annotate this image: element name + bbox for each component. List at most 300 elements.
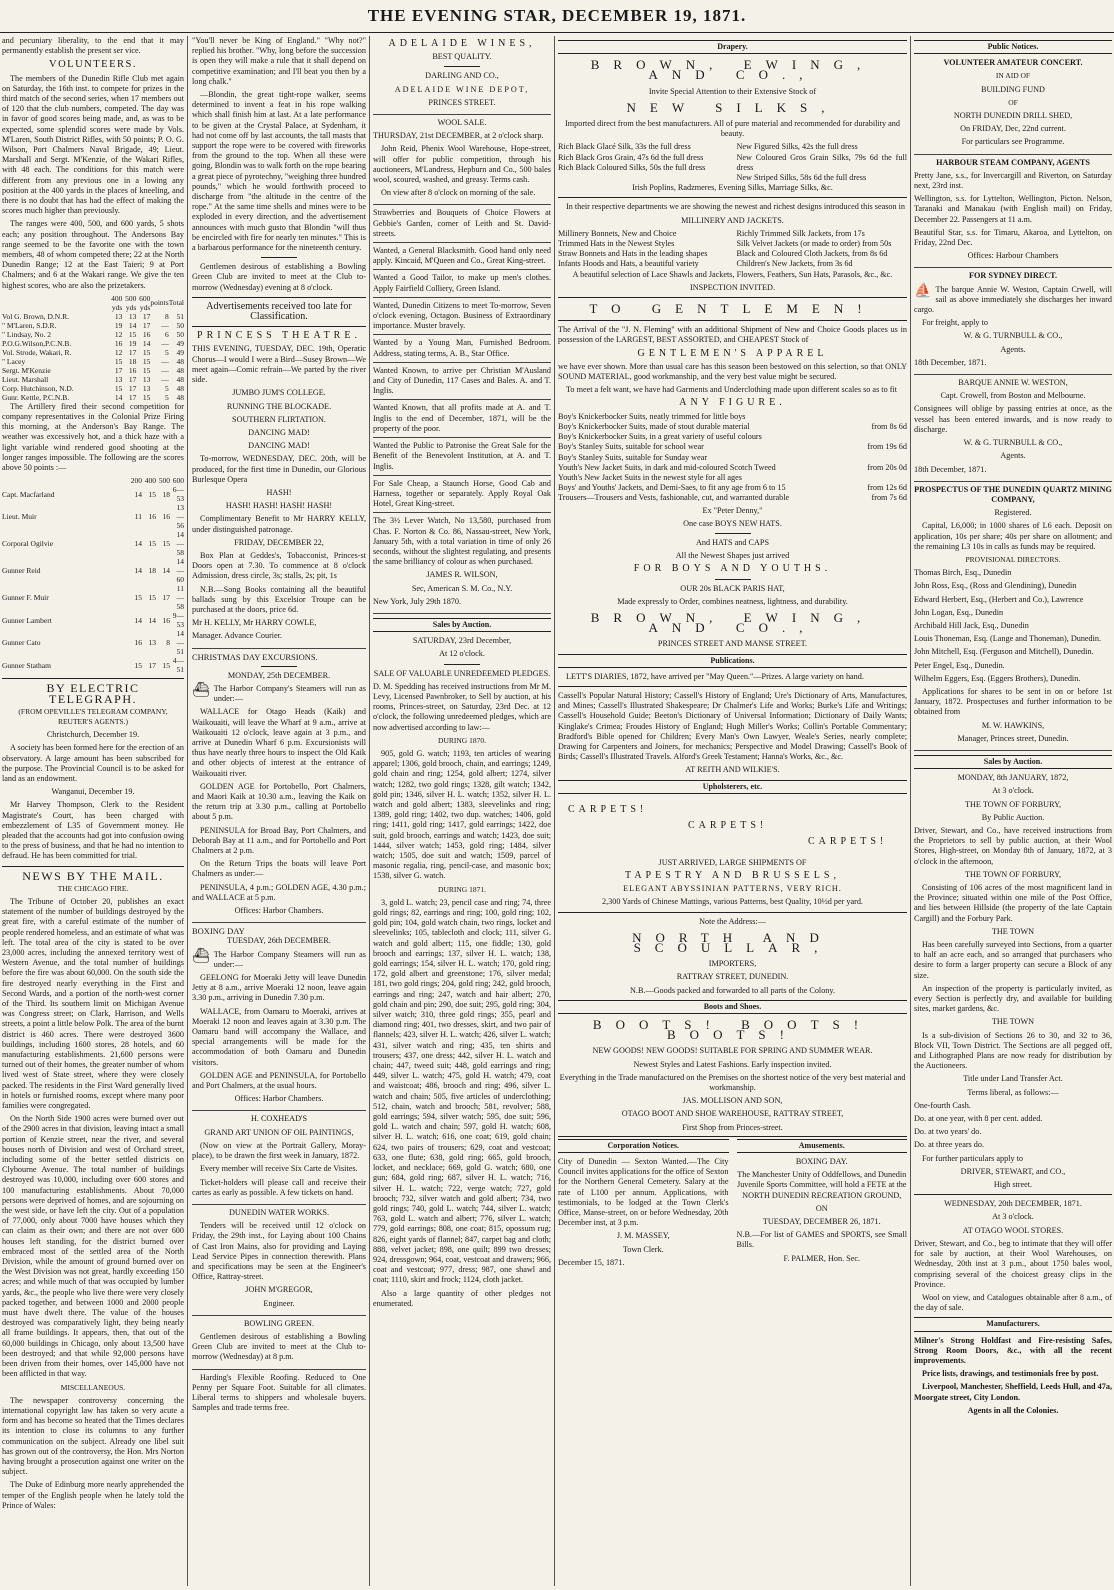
ad-text: To meet a felt want, we have had Garments and Underclothing made upon different scales so as to fit <box>566 385 897 395</box>
list-item: Thomas Birch, Esq., Dunedin <box>914 568 1012 578</box>
apparel-heading: GENTLEMEN'S APPAREL <box>637 347 828 359</box>
table-header-cell: 600 yds <box>139 293 151 312</box>
table-cell: 16 <box>162 615 170 625</box>
divider <box>558 297 907 298</box>
suit-price: from 19s 6d <box>867 442 907 452</box>
table-cell: Gunner Statham <box>2 660 51 670</box>
table-cell: 6—53 <box>172 485 184 504</box>
harbour-steam-advert <box>914 158 1112 269</box>
ad-signature: Sec, American S. M. Co., N.Y. <box>411 583 513 593</box>
list-item: Trimmed Hats in the Newest Styles <box>558 239 675 249</box>
ad-heading: CHRISTMAS DAY EXCURSIONS. <box>192 651 318 662</box>
ad-text: Driver, Stewart, and Co., beg to intimate that they will offer for sale by auction, at their Wool Warehouses, on Wednesday, 20th inst at 3 p.m., about 1750 bales wool, comprising several of the choicest greasy clips in the Province. <box>914 1238 1112 1289</box>
suit-item: Youth's New Jacket Suits in the newest style for all ages <box>558 472 742 482</box>
table-cell: 18 <box>128 356 137 366</box>
ad-text: On view after 8 o'clock on morning of the sale. <box>381 188 536 198</box>
table-cell: 16 <box>134 638 142 648</box>
table-cell: 14 <box>134 566 142 576</box>
table-cell: 12 <box>114 347 123 357</box>
telegraph-heading: BY ELECTRIC TELEGRAPH. <box>46 681 140 706</box>
ad-text: IMPORTERS, <box>708 959 757 969</box>
table-row <box>2 357 184 366</box>
table-cell: 11—58 <box>176 584 184 612</box>
ad-text: Liverpool, Manchester, Sheffield, Leeds Hull, and 47a, Moorgate street, City London. <box>914 1382 1112 1402</box>
table-row <box>2 330 184 339</box>
suit-item: Boy's Knickerbocker Suits, made of stout durable material <box>558 421 750 431</box>
table-cell: 15 <box>142 347 151 357</box>
ad-item: DANCING MAD! <box>248 427 310 437</box>
column-rule <box>369 36 370 1586</box>
ad-text: PRINCES STREET. <box>428 97 496 107</box>
ad-signature: JAMES R. WILSON, <box>426 570 498 580</box>
ad-date: TUESDAY, 26th DECEMBER. <box>227 936 331 946</box>
ad-text: The barque Annie W. Weston, Captain Crwell, will sail as above immediately she discharges her inward cargo. <box>914 284 1112 315</box>
list-item: John Logan, Esq., Dunedin <box>914 607 1004 617</box>
section-header: Corporation Notices. <box>558 1139 729 1153</box>
table-cell: 19 <box>114 320 123 330</box>
ad-subheading: Registered. <box>994 508 1032 518</box>
table-cell: 13 <box>142 383 151 393</box>
ad-text: An inspection of the property is particularly invited, as every Section is perfectly dry, and available for building sites, market gardens, &c. <box>914 983 1112 1014</box>
ad-signature: Manager. Advance Courier. <box>192 631 283 641</box>
section-header: Boots and Shoes. <box>558 1000 907 1014</box>
ad-date: New York, July 29th 1870. <box>373 596 462 606</box>
score-rows <box>2 312 184 402</box>
list-item: Infants Hoods and Hats, a beautiful variety <box>558 259 699 269</box>
section-header: Manufacturers. <box>914 1317 1112 1331</box>
table-cell: Corp. Hutchinson, N.D. <box>2 383 74 393</box>
ad-text: Box Plan at Geddes's, Tobacconist, Princes-st Doors open at 7.30. To commence at 8 o'clock Admission, dress circle, 3s; stalls, 2s; pit, 1s <box>192 550 366 581</box>
table-cell: 51 <box>176 311 184 321</box>
ad-heading: BARQUE ANNIE W. WESTON, <box>958 378 1068 388</box>
table-cell: 12 <box>114 329 123 339</box>
column-1 <box>2 36 184 1586</box>
ad-date: 18th December, 1871. <box>914 357 987 367</box>
masthead: THE EVENING STAR, DECEMBER 19, 1871. <box>367 6 747 25</box>
ad-subheading: MILLINERY AND JACKETS. <box>681 215 784 225</box>
list-item: Millinery Bonnets, New and Choice <box>558 228 677 238</box>
column-rule <box>187 36 188 1586</box>
suit-item: Trousers—Trousers and Vests, fashionable, cut, and warranted durable <box>558 493 790 503</box>
table-cell: 13 <box>114 311 123 321</box>
table-header-cell: points <box>150 298 169 308</box>
table-row <box>2 584 184 611</box>
ad-text: 3, gold L. watch; 23, pencil case and ring; 74, three gold rings; 82, earrings and ring; 100, gold ring; 102, gold pin; 104, gold watch chain, two rings, locket and sleevelinks; 105, tablecloth and clock; 111, silver G. watch and gold albert; 115, one fiddle; 130, gold brooch and earrings; 137, silver H. L. watch; 138, gold earrings; 154, silver H. L. watch; 170, gold ring; 172, gold albert and greenstone; 176, silver medal; 181, two gold rings; 204, gold ring; 242, gold brooch, earrings and ring; 247, watch and hair albert; 270, gold chain and pin; 290, doe suit; 295, gold ring; 304, silver watch; 310, three gold rings; 355, pearl and diamond ring; 401, two dresses, skirt, and two pair of flannels; 423, silver H. L. watch; 426, silver L. watch; 431, silver watch and ring; 435, ten shirts and trousers; 437, one dress; 442, silver H. L. watch and chain; 447, tweed suit; 448, gold earrings and ring; 449, silver L. watch; 475, gold H. watch; 479, coat and waistcoat; 486, brooch and ring; 496, silver L. watch and chain; 505, five articles of underclothing; 512, chain, watch and brooch; 581, revolver; 588, gold earrings; 594, silver watch; 595, doe suit; 596, gold L. watch and chain; 597, gold H. watch; 608, silver H. L. watch; 616, one coat; 619, gold chain; 624, two pairs of trousers; 629, coat and vestcoat; 633, one flute; 638, gold ring; 665, gold brooch, locket, and necklace; 669, gold G. watch; 680, one gun; 684, gold ring; 687, silver H. L. watch; 716, silver H. L. watch; 722, verge watch; 727, gold brooch; 732, silver watch and gold albert; 734, two gold rings; 740, gold L. watch; 744, silver L. watch; 763, gold L. watch and albert; 776, silver L. watch; 779, gold earrings; 808, one coat; 815, opossum rug; 826, eight yards of flannel; 847, carpet bag and cloth; 888, velvet jacket; 898, one quilt; 899 two dresses; 924, dressgown; 964, coat, vestcoat and drawers; 966, coat and vestcoat; 977, dress; 987, one shawl and coat; 1110, skirt and frock; 1124, cloth jacket. <box>373 897 551 1285</box>
table-cell: Lieut. Muir <box>2 512 37 522</box>
table-header-row <box>2 476 184 485</box>
article-paragraph: Mr Harvey Thompson, Clerk to the Resident Magistrate's Court, has been charged with embezzlement of L35 of Government money. He pleaded that the accounts had got into confusion owing to the press of business, and that he had no intention to defraud. He has been committed for trial. <box>2 800 184 861</box>
table-cell: Gunner Lambert <box>2 615 52 625</box>
table-cell: — <box>161 365 169 375</box>
list-item: Peter Engel, Esq., Dunedin. <box>914 660 1005 670</box>
list-item: Edward Herbert, Esq., (Herbert and Co.), Lawrence <box>914 594 1084 604</box>
list-item: Wilhelm Eggers, Esq. (Eggers Brothers), Dunedin. <box>914 673 1081 683</box>
ad-text: IN AID OF <box>995 71 1031 81</box>
suit-item: Youth's New Jacket Suits, in dark and mid-coloured Scotch Tweed <box>558 462 776 472</box>
article-paragraph: A society has been formed here for the erection of an observatory. A large amount has been subscribed for the purpose. The Provincial Council is to be asked for land as an endowment. <box>2 743 184 783</box>
table-cell: 5 <box>164 392 169 402</box>
terms-list <box>914 1101 1112 1151</box>
ad-heading: HARBOUR STEAM COMPANY, AGENTS <box>936 157 1090 167</box>
column-4 <box>558 36 907 1586</box>
ad-text: BUILDING FUND <box>981 84 1045 94</box>
table-cell: 14 <box>134 615 142 625</box>
silks-price-list <box>558 142 907 183</box>
ad-signature: Agents. <box>1000 344 1026 354</box>
table-cell: 17 <box>128 347 137 357</box>
table-cell: 11 <box>134 512 142 522</box>
north-scoullar-heading: NORTH AND SCOULLAR, <box>632 929 833 955</box>
ad-subheading: DURING 1870. <box>438 735 486 745</box>
ad-text: Note the Address:— <box>699 916 766 926</box>
ad-text: Irish Poplins, Radzmeres, Evening Silks, Marriage Silks, &c. <box>632 183 833 193</box>
table-cell: 15 <box>114 356 123 366</box>
ad-text: Ticket-holders will please call and receive their cartes as early as possible. A few tickets on hand. <box>192 1177 366 1197</box>
ad-text: Terms liberal, as follows:— <box>967 1087 1059 1097</box>
list-item: Do. at two years' do. <box>914 1127 982 1137</box>
table-cell: 15 <box>148 539 156 549</box>
table-row <box>2 629 184 656</box>
divider <box>192 326 366 327</box>
ad-time: At 3 o'clock. <box>992 786 1034 796</box>
ad-text: DARLING AND CO., <box>425 71 499 81</box>
article-paragraph: The Tribune of October 20, publishes an exact statement of the number of buildings destroyed by the great fire, with a careful estimate of the number of people rendered homeless, and an estimate of what was left. The total area of the city is stated to be over 23,000 acres, including the annexed territory west of Western Avenue, and the total number of buildings before the fire was about 60,000. On the south side the fire destroyed nearly everything in the First and Second Wards, and a portion of the north-west corner of the Third. Its southern limit on Michigan Avenue was Congress street; on Clark, Harrison, and Wells streets, a point a little below Polk. The area of the burnt district is 460 acres. There were destroyed 3600 buildings, including 1600 stores, 28 hotels, and 60 manufacturing establishments. 21,600 persons were turned out of their homes, the greater number of whom lived west of State street, where they were closely packed. The residents in the First Ward generally lived in hotels or furnished rooms, except where many poor families were congregated. <box>2 896 184 1111</box>
table-header-cell: 200 <box>130 476 142 486</box>
ad-text: Harding's Flexible Roofing. Reduced to One Penny per Square Foot. Suitable for all climates. Liberal terms to shippers and wholesale buyers. Samples and trade terms free. <box>192 1372 366 1413</box>
ad-text: Capital, L6,000; in 1000 shares of L6 each. Deposit on application, 10s per share; 40s per share on allotment; and the remaining L3 10s in calls as funds may be required. <box>914 521 1112 551</box>
section-header: Upholsterers, etc. <box>558 780 907 794</box>
table-cell: 17 <box>128 374 137 384</box>
millinery-list <box>558 229 907 270</box>
ad-date: On FRIDAY, Dec, 22nd current. <box>960 124 1066 134</box>
table-cell: 13 <box>128 311 137 321</box>
ad-text: (Now on view at the Portrait Gallery, Moray-place), to be drawn the first week in January, 1872. <box>192 1140 366 1161</box>
table-cell: Gunner Reid <box>2 566 41 576</box>
to-gentlemen-heading: TO GENTLEMEN! <box>589 301 876 317</box>
divider <box>558 197 907 198</box>
list-item <box>558 483 907 493</box>
for-boys-heading: FOR BOYS AND YOUTHS. <box>633 563 832 575</box>
amusements-notice <box>737 1139 908 1271</box>
ad-text: Milner's Strong Holdfast and Fire-resisting Safes, Strong Room Doors, &c., with all the recent improvements. <box>914 1335 1112 1365</box>
ad-text: JUST ARRIVED, LARGE SHIPMENTS OF <box>658 857 807 867</box>
section-header: Amusements. <box>737 1139 908 1153</box>
suit-price: from 20s 0d <box>867 462 907 472</box>
list-item: Children's New Jackets, from 3s 6d <box>736 259 853 269</box>
divider <box>261 666 297 667</box>
ad-text: The 3½ Lever Watch, No 13,580, purchased from Chas. F. Norton & Co. 86, Nassau-street, New York, January 5th, with a total variation in time of only 26 seconds, without the slightest regulating, and presents the same brilliancy of colour as when purchased. <box>373 516 551 567</box>
ad-text: 2,300 Yards of Chinese Mattings, various Patterns, best Quality, 10½d per yard. <box>602 897 863 907</box>
masthead-rule <box>0 32 1114 33</box>
table-cell: 17 <box>128 392 137 402</box>
table-header-cell: 400 <box>144 476 156 486</box>
rifle-score-table <box>2 294 184 402</box>
list-item: New Coloured Gros Grain Silks, 79s 6d the full dress <box>736 152 907 172</box>
corporation-notice <box>558 1139 729 1271</box>
ad-text: JAS. MOLLISON AND SON, <box>682 1096 783 1106</box>
list-item: Do. at one year, with 8 per cent. added. <box>914 1114 1043 1124</box>
table-cell: 13 <box>114 374 123 384</box>
section-header: Publications. <box>558 654 907 668</box>
table-cell: Capt. Macfarland <box>2 489 55 499</box>
ad-date: MONDAY, 8th JANUARY, 1872, <box>957 773 1069 783</box>
ad-office: Offices: Harbor Chambers. <box>234 1094 324 1104</box>
ad-text: On the Return Trips the boats will leave Port Chalmers as under:— <box>192 859 366 879</box>
ad-text: Applications for shares to be sent in on or before 1st January, 1872. Prospectuses and further information to be obtained from <box>914 686 1112 717</box>
ad-text: Driver, Stewart, and Co., have received instructions from the Proprietors to sell by public auction, at their Wool Stores, High-street, on Monday 8th of January, 1872, at 3 o'clock in the afternoon, <box>914 825 1112 866</box>
subheading: MISCELLANEOUS. <box>60 1382 126 1392</box>
classified-ad: Wanted, a General Blacksmith. Good hand only need apply. Kincaid, M'Queen and Co., Great King-street. <box>373 246 551 270</box>
ad-text: ELEGANT ABYSSINIAN PATTERNS, VERY RICH. <box>623 884 842 894</box>
ad-text: INSPECTION INVITED. <box>689 282 776 292</box>
ad-text: For particulars see Programme. <box>961 137 1065 147</box>
suit-item: Boys' and Youths' Jackets, and Demi-Saes, to fit any age from 6 to 15 <box>558 483 786 493</box>
ad-text: Also a large quantity of other pledges not enumerated. <box>373 1288 551 1308</box>
table-row <box>2 366 184 375</box>
table-cell: 17 <box>128 383 137 393</box>
table-header-cell: 600 <box>172 476 184 486</box>
ad-text: NORTH DUNEDIN DRILL SHED, <box>953 111 1073 121</box>
ad-text: NEW GOODS! NEW GOODS! SUITABLE FOR SPRING AND SUMMER WEAR. <box>592 1046 873 1056</box>
table-cell: 17 <box>114 365 123 375</box>
steamship-icon: ⛴ <box>192 948 210 964</box>
ad-text: Consignees will oblige by passing entries at once, as the vessel has been entered inwards, and is now ready to discharge. <box>914 404 1112 434</box>
table-cell: 15 <box>134 593 142 603</box>
table-row <box>2 348 184 357</box>
ad-text: To-morrow, WEDNESDAY, DEC. 20th, will be produced, for the first time in Dunedin, our Glorious Burlesque Opera <box>192 454 366 484</box>
article-paragraph: The ranges were 400, 500, and 600 yards, 5 shots each; any position throughout. The Andersons Bay range seemed to be the favorite one with the town members, 48 of whom competed there; 22 at the North Dunedin Range; 12 at the East Taieri; 9 at Port Chalmers; and 6 at the Wakari range. We give the ten highest scores, who are also the prizetakers. <box>2 219 184 290</box>
divider <box>558 686 907 687</box>
list-item: Black and Coloured Cloth Jackets, from 8s 6d <box>736 249 888 259</box>
list-item <box>558 432 907 442</box>
table-cell: 48 <box>176 365 184 375</box>
table-cell: 49 <box>176 338 184 348</box>
ad-item: RUNNING THE BLOCKADE. <box>226 401 332 411</box>
ad-text: One case BOYS NEW HATS. <box>683 518 782 528</box>
table-row <box>2 530 184 557</box>
table-cell: 4—51 <box>172 656 184 675</box>
art-union-advert <box>192 1114 366 1204</box>
ad-text: N.B.—Goods packed and forwarded to all parts of the Colony. <box>629 985 836 995</box>
ad-signature: W. & G. TURNBULL & CO., <box>963 438 1063 448</box>
ad-text: PENINSULA, 4 p.m.; GOLDEN AGE, 4.30 p.m.; and WALLACE at 5 p.m. <box>192 882 366 902</box>
table-cell: 48 <box>176 356 184 366</box>
table-cell: — <box>161 356 169 366</box>
ad-signature: Town Clerk. <box>622 1244 664 1254</box>
table-cell: 15 <box>114 383 123 393</box>
table-cell: Gunner F. Muir <box>2 593 49 603</box>
table-row <box>2 611 184 629</box>
divider <box>192 297 366 298</box>
ad-text: OF <box>1008 97 1018 107</box>
table-cell: Vol. Strode, Wakari, R. <box>2 347 72 357</box>
ad-text: GEELONG for Moeraki Jetty will leave Dunedin Jetty at 8 a.m., arrive Moeraki 12 noon, leave again 3.30 p.m., arriving in Dunedin 7.30 p.m. <box>192 973 366 1003</box>
table-row <box>2 384 184 393</box>
table-cell: 17 <box>162 593 170 603</box>
table-cell: 14—51 <box>176 629 184 657</box>
steamship-icon: ⛴ <box>192 682 210 698</box>
ad-text: Complimentary Benefit to Mr HARRY KELLY, under distinguished patronage. <box>192 514 366 534</box>
boots-heading: BOOTS! BOOTS! BOOTS! <box>592 1017 873 1043</box>
divider <box>558 912 907 913</box>
table-cell: P.O.G.Wilson,P.C.N.B. <box>2 338 72 348</box>
table-row <box>2 485 184 503</box>
ad-text: For further particulars apply to <box>922 1153 1023 1163</box>
volunteer-concert-advert <box>914 58 1112 154</box>
list-item: Rich Black Gros Grain, 47s 6d the full dress <box>558 152 704 162</box>
watch-testimonial-advert <box>373 516 551 614</box>
classified-ad: For Sale Cheap, a Staunch Horse, Good Cab and Harness, together or separately. Apply Royal Oak Hotel, Great King-street. <box>373 479 551 514</box>
score-rows <box>2 485 184 674</box>
any-figure-heading: ANY FIGURE. <box>679 397 786 409</box>
dateline: Wanganui, December 19. <box>51 787 135 797</box>
article-paragraph: Gentlemen desirous of establishing a Bowling Green Club are invited to meet at the Club to-morrow (Wednesday) evening at 8 o'clock. <box>192 262 366 292</box>
ad-signature: W. & G. TURNBULL & CO., <box>963 331 1063 341</box>
ad-heading: THE TOWN OF FORBURY, <box>965 799 1061 809</box>
ad-subheading: BEST QUALITY. <box>432 52 492 62</box>
ad-item: JUMBO JUM'S COLLEGE. <box>232 388 326 398</box>
section-header: Public Notices. <box>914 40 1112 54</box>
ad-office: Offices: Harbour Chambers <box>967 251 1059 261</box>
list-item <box>558 442 907 452</box>
table-cell: 8 <box>164 311 169 321</box>
ad-text: THIS EVENING, TUESDAY, DEC. 19th, Operatic Chorus—I would I were a Bird—Susey Brown—We meet again—Comic refrain—We parted by the river side. <box>192 344 366 385</box>
section-header: Sales by Auction. <box>914 755 1112 769</box>
ad-address: PRINCES STREET AND MANSE STREET. <box>657 639 808 649</box>
table-cell: 15 <box>142 356 151 366</box>
table-cell: Corporal Ogilvie <box>2 539 54 549</box>
table-header-cell: 500 <box>158 476 170 486</box>
table-cell: 14—60 <box>176 557 184 585</box>
table-cell: 50 <box>176 329 184 339</box>
suit-item: Boy's Stanley Suits, suitable for Sunday wear <box>558 452 708 462</box>
table-cell: 14 <box>142 338 151 348</box>
table-header-row <box>2 294 184 312</box>
article-paragraph: The newspaper controversy concerning the international copyright law has taken so very acute a form and has become so heated that the Times declares its intention to close its columns to any further communication on the subject. Already one libel suit has grown out of the controversy, the Hon. Mrs Norton having brought a prosecution against one writer on the subject. <box>2 1395 184 1477</box>
divider <box>444 664 480 665</box>
theatre-advert <box>192 331 366 648</box>
ad-text: N.B.—Song Books containing all the beautiful ballads sung by this Excelsior Troupe can be purchased at the doors, price 6d. <box>192 584 366 614</box>
suit-price: from 7s 6d <box>871 493 907 503</box>
ad-subheading: PROVISIONAL DIRECTORS. <box>965 554 1061 564</box>
divider <box>715 579 751 580</box>
bowling-green-advert <box>192 1319 366 1370</box>
list-item: Silk Velvet Jackets (or made to order) from 50s <box>736 239 892 249</box>
ad-signature: J. M. MASSEY, <box>616 1231 670 1241</box>
list-item: New Striped Silks, 58s 6d the full dress <box>736 173 867 183</box>
article-paragraph: —Blondin, the great tight-rope walker, seems determined to invent a feat in his rope walking which shall finish him at last. At a late performance to be given at the Crystal Palace, at Sydenham, it had not come off by last accounts, the tall masts that support the rope were to be covered with fireworks from the ground to the top. When all these were going, Blondin was to walk forth on the rope bearing a great piece of pyrotechny, "weighing three hundred pounds," which he would forthwith proceed to discharge from "the altitude in the centre of the rope." At the same time shells and mines were to be exploded in every direction, and the advertisement announces with much gusto that Blondin "will thus be encircled with fire for nearly ten minutes." This is a barbarous performance for the nineteenth century. <box>192 90 366 253</box>
sydney-direct-advert <box>914 271 1112 375</box>
list-item: John Mitchell, Esq. (Ferguson and Mitchell), Dunedin. <box>914 647 1094 657</box>
carpets-word: CARPETS! <box>688 819 768 831</box>
list-item: One-fourth Cash. <box>914 1100 971 1110</box>
ad-text: GOLDEN AGE and PENINSULA, for Portobello and Port Chalmers, at the usual hours. <box>192 1070 366 1091</box>
table-cell: — <box>161 320 169 330</box>
new-silks-heading: NEW SILKS, <box>626 99 839 115</box>
ad-heading: VOLUNTEER AMATEUR CONCERT. <box>943 58 1083 68</box>
classified-ad: Wanted Known, that all profits made at A. and T. Inglis to the end of December, 1871, will be the property of the poor. <box>373 403 551 438</box>
ad-heading: ADELAIDE WINES, <box>388 38 536 49</box>
table-cell: 19 <box>128 338 137 348</box>
table-cell: 14 <box>134 539 142 549</box>
table-cell: 16 <box>114 338 123 348</box>
table-cell: 14 <box>114 392 123 402</box>
carpets-word: CARPETS! <box>808 835 888 847</box>
classified-ad: Wanted Known, to arrive per Christian M'Ausland and City of Dunedin, 117 Cases and Bales. A. and T. Inglis. <box>373 366 551 401</box>
table-cell: 6 <box>164 329 169 339</box>
table-cell: 16 <box>128 365 137 375</box>
table-cell: 15 <box>142 365 151 375</box>
table-row <box>2 375 184 384</box>
table-cell: 48 <box>176 374 184 384</box>
ad-text: 905, gold G. watch; 1193, ten articles of wearing apparel; 1306, gold brooch, chain, and earrings; 1249, gold chain and ring; 1254, gold albert; 1274, silver watch; 1282, two gold rings; 1328, gilt watch; 1342, gold pin; 1346, silver H. L. watch; 1352, silver H. L. watch and gold albert; 1383, sleevelinks and ring; 1389, gold ring; 1402, two dup. watches; 1406, gold ring; 1411, gold ring; 1417, gold earrings; 1422, doe suit, gold brooch, earrings and watch; 1423, doe suit; 1444, silver watch; 1453, gold ring; 1484, silver watch; 1505, doe suit and watch; 1509, parcel of masonic regalia, ring, pencil-case, and masonic box; 1538, silver G. watch. <box>373 748 551 881</box>
ad-date: THURSDAY, 21st DECEMBER, at 2 o'clock sharp. <box>373 131 544 141</box>
ad-office: Offices: Harbor Chambers. <box>234 906 324 916</box>
list-item: Rich Black Glacé Silk, 33s the full dress <box>558 142 691 152</box>
ad-signature: F. PALMER, Hon. Sec. <box>783 1253 861 1263</box>
table-cell: 17 <box>142 320 151 330</box>
table-cell: Lieut. Marshall <box>2 374 49 384</box>
table-cell: 48 <box>176 383 184 393</box>
christmas-excursions-advert <box>192 652 366 924</box>
table-cell: 15 <box>128 329 137 339</box>
table-cell: — <box>161 374 169 384</box>
carpets-word: CARPETS! <box>568 803 648 815</box>
ad-text: LETT'S DIARIES, 1872, have arrived per "May Queen."—Prizes. A large variety on hand. <box>566 671 864 681</box>
ad-signature: Mr H. KELLY, Mr HARRY COWLE, <box>192 618 317 628</box>
ad-signature: Agents. <box>1000 451 1026 461</box>
table-cell: 15 <box>148 489 156 499</box>
ad-heading: THE TOWN OF FORBURY, <box>965 869 1061 879</box>
classified-ad: Wanted the Public to Patronise the Great Sale for the Benefit of the Benevolent Institution, at A. and T. Inglis. <box>373 441 551 476</box>
mail-heading: NEWS BY THE MAIL. <box>22 868 164 883</box>
table-cell: 13 <box>148 638 156 648</box>
ad-signature: M. W. HAWKINS, <box>981 720 1045 730</box>
suit-item: Boy's Stanley Suits, suitable for school wear <box>558 442 704 452</box>
article-continuation: and pecuniary liberality, to the end that it may permanently establish the present ser vice. <box>2 36 184 56</box>
ad-text: And HATS and CAPS <box>695 537 769 547</box>
ad-text: Tenders will be received until 12 o'clock on Friday, the 29th inst., for Laying about 100 Chains of Cast Iron Mains, also for providing and Laying Lead Service Pipes in connection therewith. Plans and specifications may be seen at the Engineer's Office, Rattray-street. <box>192 1221 366 1282</box>
ad-heading: H. COXHEAD'S <box>250 1114 308 1124</box>
ad-text: The Harbor Company Steamers will run as under:— <box>213 949 366 969</box>
ad-heading: PRINCESS THEATRE. <box>197 330 361 342</box>
column-5 <box>914 36 1112 1586</box>
divider <box>261 257 297 258</box>
ad-heading: DUNEDIN WATER WORKS. <box>229 1207 329 1217</box>
subheading: THE CHICAGO FIRE. <box>57 883 129 893</box>
table-cell: 15 <box>142 392 151 402</box>
list-item: New Figured Silks, 42s the full dress <box>736 142 858 152</box>
table-cell: 5 <box>164 347 169 357</box>
ad-text: In their respective departments we are showing the newest and richest designs introduced this season in <box>566 202 906 212</box>
classified-ad: Strawberries and Bouquets of Choice Flowers at Gebbie's Garden, corner of Leith and St. David-streets. <box>373 208 551 243</box>
ad-text: Consisting of 106 acres of the most magnificent land in the Province; situated within one mile of the Post Office, and lies between Hillside (the property of the late Captain Cargill) and the Forbury Park. <box>914 883 1112 923</box>
table-cell: 17 <box>148 660 156 670</box>
sailing-ship-icon: ⛵ <box>914 283 932 299</box>
boxing-day-advert <box>192 926 366 1111</box>
ad-signature: JOHN M'GREGOR, <box>245 1285 313 1295</box>
divider <box>914 1194 1112 1195</box>
table-cell: 14 <box>128 320 137 330</box>
section-header: Drapery. <box>558 40 907 54</box>
table-cell: 13—56 <box>176 503 184 531</box>
table-cell: 13 <box>142 374 151 384</box>
ad-heading: THE TOWN <box>991 1017 1035 1027</box>
ad-address: OTAGO BOOT AND SHOE WAREHOUSE, RATTRAY STREET, <box>621 1109 844 1119</box>
ad-text: For freight, apply to <box>922 318 988 328</box>
table-cell: 15 <box>148 593 156 603</box>
ad-date: WEDNESDAY, 20th DECEMBER, 1871. <box>944 1199 1082 1209</box>
